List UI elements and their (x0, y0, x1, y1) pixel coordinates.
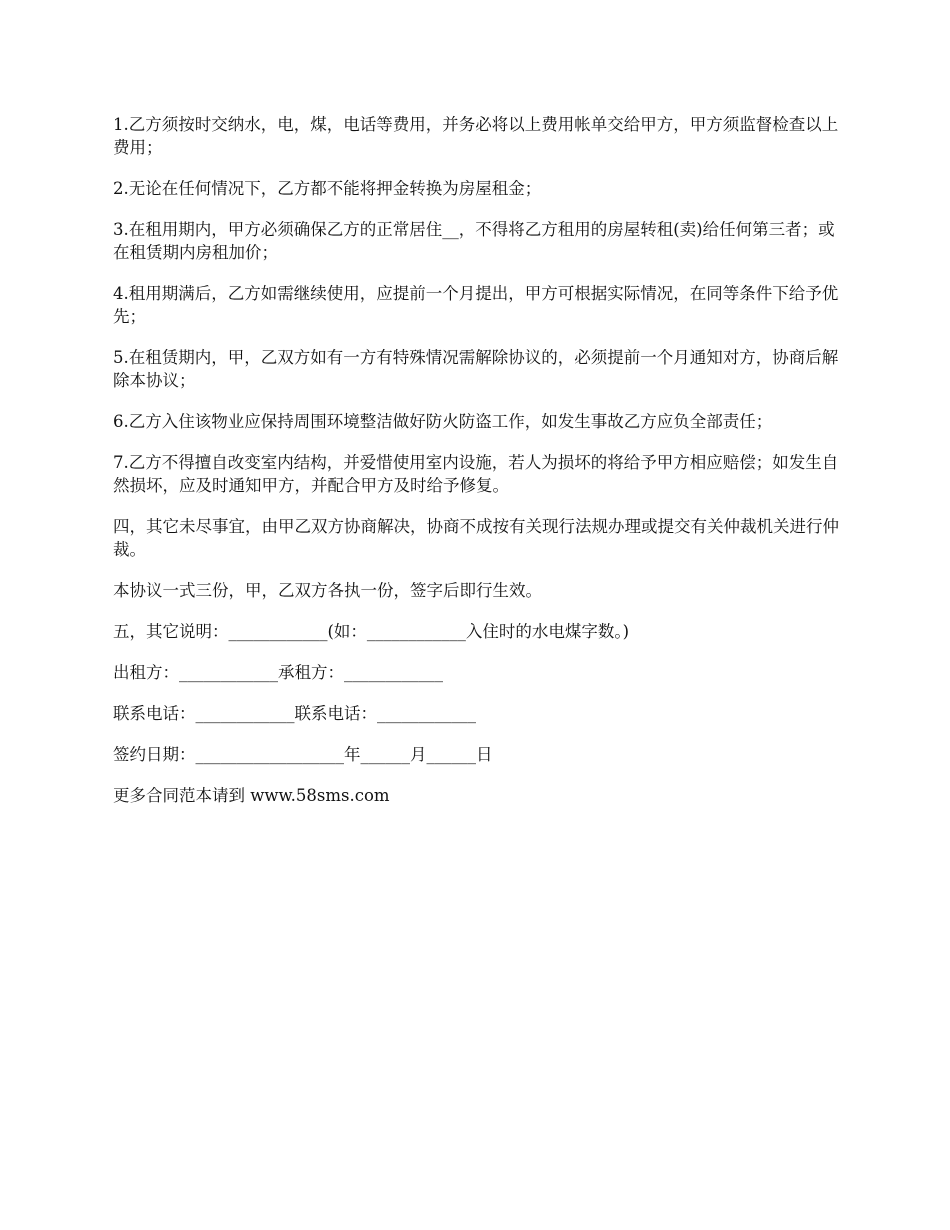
clause-2-deposit: 2.无论在任何情况下，乙方都不能将押金转换为房屋租金； (113, 179, 542, 198)
contact-phone-line: 联系电话：____________联系电话：____________ (113, 704, 476, 723)
clause-6-safety: 6.乙方入住该物业应保持周围环境整洁做好防火防盗工作，如发生事故乙方应负全部责任； (113, 412, 773, 431)
clause-5-termination: 5.在租赁期内，甲，乙双方如有一方有特殊情况需解除协议的，必须提前一个月通知对方，协商后解除本协议； (113, 348, 839, 390)
clause-3-residence: 3.在租用期内，甲方必须确保乙方的正常居住__，不得将乙方租用的房屋转租(卖)给任何第三者；或在租赁期内房租加价； (113, 220, 835, 262)
clause-7-structure: 7.乙方不得擅自改变室内结构，并爱惜使用室内设施，若人为损坏的将给予甲方相应赔偿；如发生自然损坏，应及时通知甲方，并配合甲方及时给予修复。 (113, 453, 839, 495)
clause-1-fees: 1.乙方须按时交纳水，电，煤，电话等费用，并务必将以上费用帐单交给甲方，甲方须监督检查以上费用； (113, 115, 839, 157)
section-4-other-matters: 四，其它未尽事宜，由甲乙双方协商解决，协商不成按有关现行法规办理或提交有关仲裁机关进行仲裁。 (113, 517, 839, 559)
signing-date-line: 签约日期：__________________年______月______日 (113, 745, 493, 764)
document-body (113, 113, 843, 825)
parties-signature-line: 出租方：____________承租方：____________ (113, 663, 443, 682)
section-5-other-notes: 五，其它说明：____________(如：____________入住时的水电煤字数。) (113, 622, 630, 641)
copies-statement: 本协议一式三份，甲，乙双方各执一份，签字后即行生效。 (113, 581, 542, 600)
footer-website-note: 更多合同范本请到 www.58sms.com (113, 786, 390, 805)
clause-4-renewal: 4.租用期满后，乙方如需继续使用，应提前一个月提出，甲方可根据实际情况，在同等条件下给予优先； (113, 284, 839, 326)
